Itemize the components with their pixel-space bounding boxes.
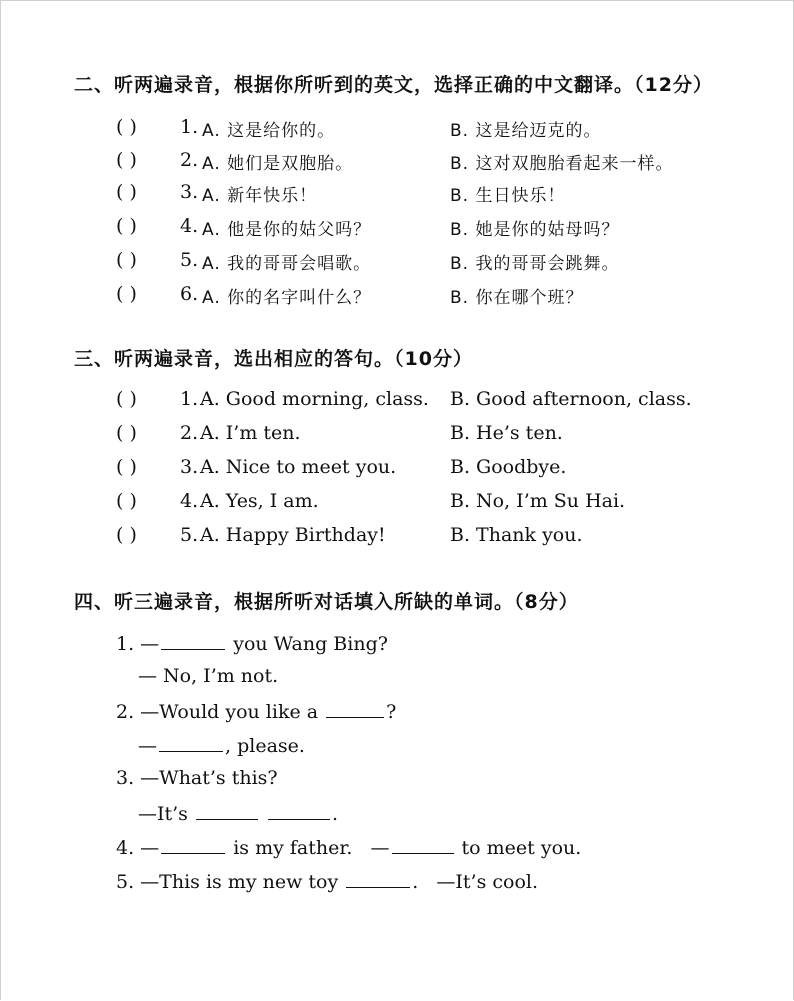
answer-text: —	[138, 735, 157, 757]
answer-blank[interactable]	[159, 733, 223, 752]
option-a: A. Happy Birthday!	[200, 524, 386, 546]
question-text: to meet you.	[455, 837, 582, 859]
item-number: 5.	[180, 524, 199, 546]
option-a: A. Good morning, class.	[200, 388, 429, 410]
option-b: B. 我的哥哥会跳舞。	[450, 254, 620, 274]
item-number: 1.	[180, 116, 199, 138]
option-b: B. Good afternoon, class.	[450, 388, 692, 410]
answer-blank[interactable]	[326, 699, 384, 718]
option-a: A. 你的名字叫什么？	[202, 288, 372, 308]
option-a: A. I’m ten.	[200, 422, 301, 444]
item-number: 3.	[180, 181, 199, 203]
answer-blank[interactable]	[161, 835, 225, 854]
option-a: A. 她们是双胞胎。	[202, 154, 354, 174]
option-a: A. 新年快乐！	[202, 186, 318, 206]
option-a: A. 这是给你的。	[202, 121, 336, 141]
option-b: B. No, I’m Su Hai.	[450, 490, 626, 512]
option-b: B. 你在哪个班？	[450, 288, 584, 308]
answer-paren[interactable]: ( )	[116, 422, 137, 444]
answer-paren[interactable]: ( )	[116, 149, 137, 171]
question-5	[116, 869, 538, 893]
section-3-heading: 三、听两遍录音，选出相应的答句。（10分）	[74, 348, 473, 370]
item-number: 3.	[180, 456, 199, 478]
answer-paren[interactable]: ( )	[116, 524, 137, 546]
answer-paren[interactable]: ( )	[116, 215, 137, 237]
answer-blank[interactable]	[346, 869, 410, 888]
item-number: 5.	[180, 249, 199, 271]
question-text: 5. —This is my new toy	[116, 871, 345, 893]
question-2	[116, 699, 396, 723]
answer-1: — No, I’m not.	[138, 665, 279, 687]
item-number: 2.	[180, 422, 199, 444]
question-text: 4. —	[116, 837, 160, 859]
option-b: B. 她是你的姑母吗？	[450, 220, 620, 240]
answer-paren[interactable]: ( )	[116, 388, 137, 410]
answer-3	[138, 801, 338, 825]
answer-text: —It’s	[138, 803, 194, 825]
question-3: 3. —What’s this?	[116, 767, 278, 789]
answer-text: , please.	[225, 735, 305, 757]
item-number: 2.	[180, 149, 199, 171]
item-number: 6.	[180, 283, 199, 305]
answer-text: .	[332, 803, 339, 825]
option-b: B. Thank you.	[450, 524, 583, 546]
answer-paren[interactable]: ( )	[116, 456, 137, 478]
question-text: 1. —	[116, 633, 160, 655]
option-b: B. Goodbye.	[450, 456, 567, 478]
option-b: B. 这对双胞胎看起来一样。	[450, 154, 674, 174]
answer-blank[interactable]	[392, 835, 454, 854]
answer-paren[interactable]: ( )	[116, 249, 137, 271]
answer-paren[interactable]: ( )	[116, 490, 137, 512]
question-text: is my father. —	[227, 837, 390, 859]
answer-blank[interactable]	[161, 631, 225, 650]
option-a: A. 他是你的姑父吗？	[202, 220, 372, 240]
item-number: 4.	[180, 215, 199, 237]
option-b: B. He’s ten.	[450, 422, 563, 444]
question-1	[116, 631, 388, 655]
answer-2	[138, 733, 305, 757]
item-number: 1.	[180, 388, 199, 410]
question-text: . —It’s cool.	[412, 871, 538, 893]
section-2-heading: 二、听两遍录音，根据你所听到的英文，选择正确的中文翻译。（12分）	[74, 74, 713, 96]
option-b: B. 生日快乐！	[450, 186, 566, 206]
question-4	[116, 835, 581, 859]
answer-paren[interactable]: ( )	[116, 283, 137, 305]
answer-blank[interactable]	[196, 801, 258, 820]
item-number: 4.	[180, 490, 199, 512]
question-text: you Wang Bing?	[227, 633, 388, 655]
question-text: 2. —Would you like a	[116, 701, 325, 723]
section-4-heading: 四、听三遍录音，根据所听对话填入所缺的单词。（8分）	[74, 591, 579, 613]
option-a: A. Yes, I am.	[200, 490, 319, 512]
option-a: A. Nice to meet you.	[200, 456, 397, 478]
answer-paren[interactable]: ( )	[116, 181, 137, 203]
answer-blank[interactable]	[268, 801, 330, 820]
option-b: B. 这是给迈克的。	[450, 121, 602, 141]
question-text: ?	[386, 701, 397, 723]
option-a: A. 我的哥哥会唱歌。	[202, 254, 372, 274]
answer-paren[interactable]: ( )	[116, 116, 137, 138]
